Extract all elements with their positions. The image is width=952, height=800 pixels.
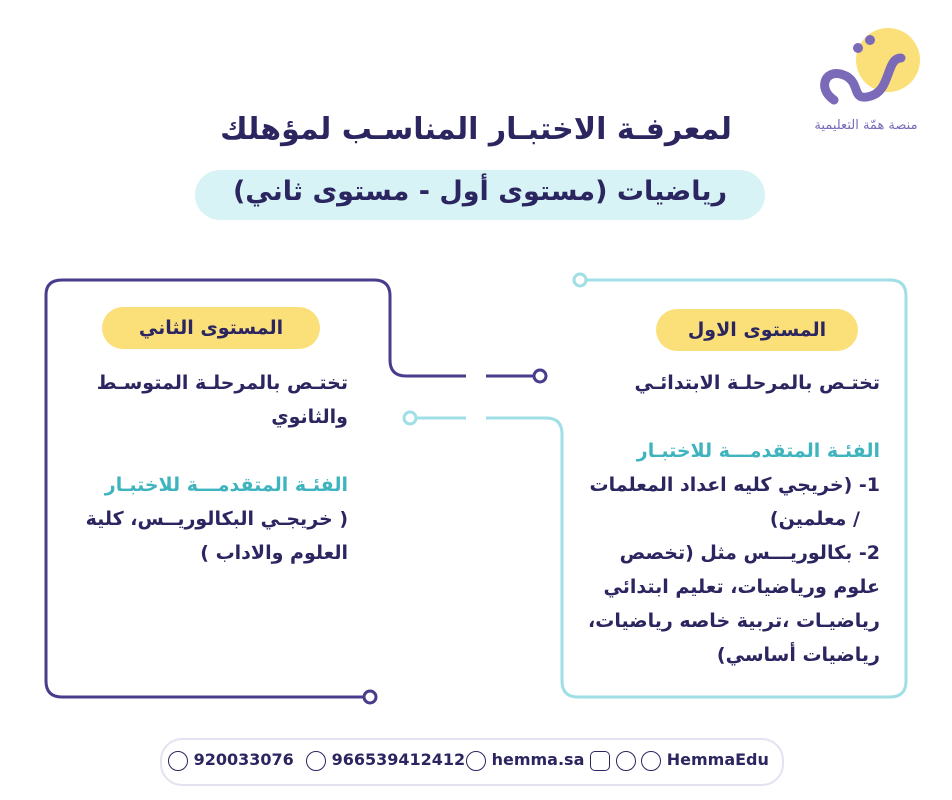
logo-mark-icon: [806, 18, 926, 113]
footer-social[interactable]: [590, 750, 769, 771]
level2-line: تختـص بالمرحلـة المتوسـط: [96, 372, 348, 394]
snapchat-icon: [616, 751, 636, 771]
footer-website[interactable]: [466, 750, 584, 771]
footer-phone1[interactable]: [168, 750, 294, 771]
level1-line: 2- بكالوريـــس مثل (تخصص: [619, 542, 880, 564]
level2-category-title: الفئـة المتقدمـــة للاختبـار: [104, 474, 348, 496]
level1-content: [580, 366, 880, 672]
phone-icon: [168, 751, 188, 771]
social-handle-text: HemmaEdu: [666, 750, 769, 769]
right-connector-dot: [404, 412, 416, 424]
level1-line: 1- (خريجي كليه اعداد المعلمات: [589, 474, 880, 496]
level2-line: العلوم والاداب ): [200, 542, 348, 564]
website-text: hemma.sa: [491, 750, 585, 769]
level1-line: رياضيات أساسي): [716, 644, 880, 666]
level2-line: والثانوي: [271, 406, 348, 428]
level1-line: / معلمين): [769, 508, 860, 530]
level2-line: ( خريجـي البكالوريــس، كلية: [85, 508, 348, 530]
globe-icon: [466, 751, 486, 771]
whatsapp-icon: [306, 751, 326, 771]
level1-category-title: الفئـة المتقدمـــة للاختبـار: [636, 440, 880, 462]
twitter-icon: [641, 751, 661, 771]
right-start-dot: [574, 274, 586, 286]
level2-badge: المستوى الثاني: [102, 307, 320, 349]
footer-phone2[interactable]: [306, 750, 465, 771]
level1-line: علوم ورياضيات، تعليم ابتدائي: [603, 576, 880, 598]
phone1-text: 920033076: [193, 750, 294, 769]
phone2-text: 966539412412: [331, 750, 466, 769]
left-connector-dot: [534, 370, 546, 382]
level2-content: [60, 366, 348, 570]
page-subtitle: رياضيات (مستوى أول - مستوى ثاني): [232, 176, 728, 207]
left-end-dot: [364, 691, 376, 703]
logo-text: منصة همّة التعليمية: [814, 118, 918, 133]
level1-badge: المستوى الاول: [656, 309, 858, 351]
level1-stage: تختـص بالمرحلـة الابتدائـي: [634, 372, 880, 394]
page-title: لمعرفـة الاختبـار المناسـب لمؤهلك: [220, 112, 732, 147]
level1-line: رياضيـات ،تربية خاصه رياضيات،: [588, 610, 880, 632]
logo: [806, 18, 926, 113]
instagram-icon: [590, 751, 610, 771]
